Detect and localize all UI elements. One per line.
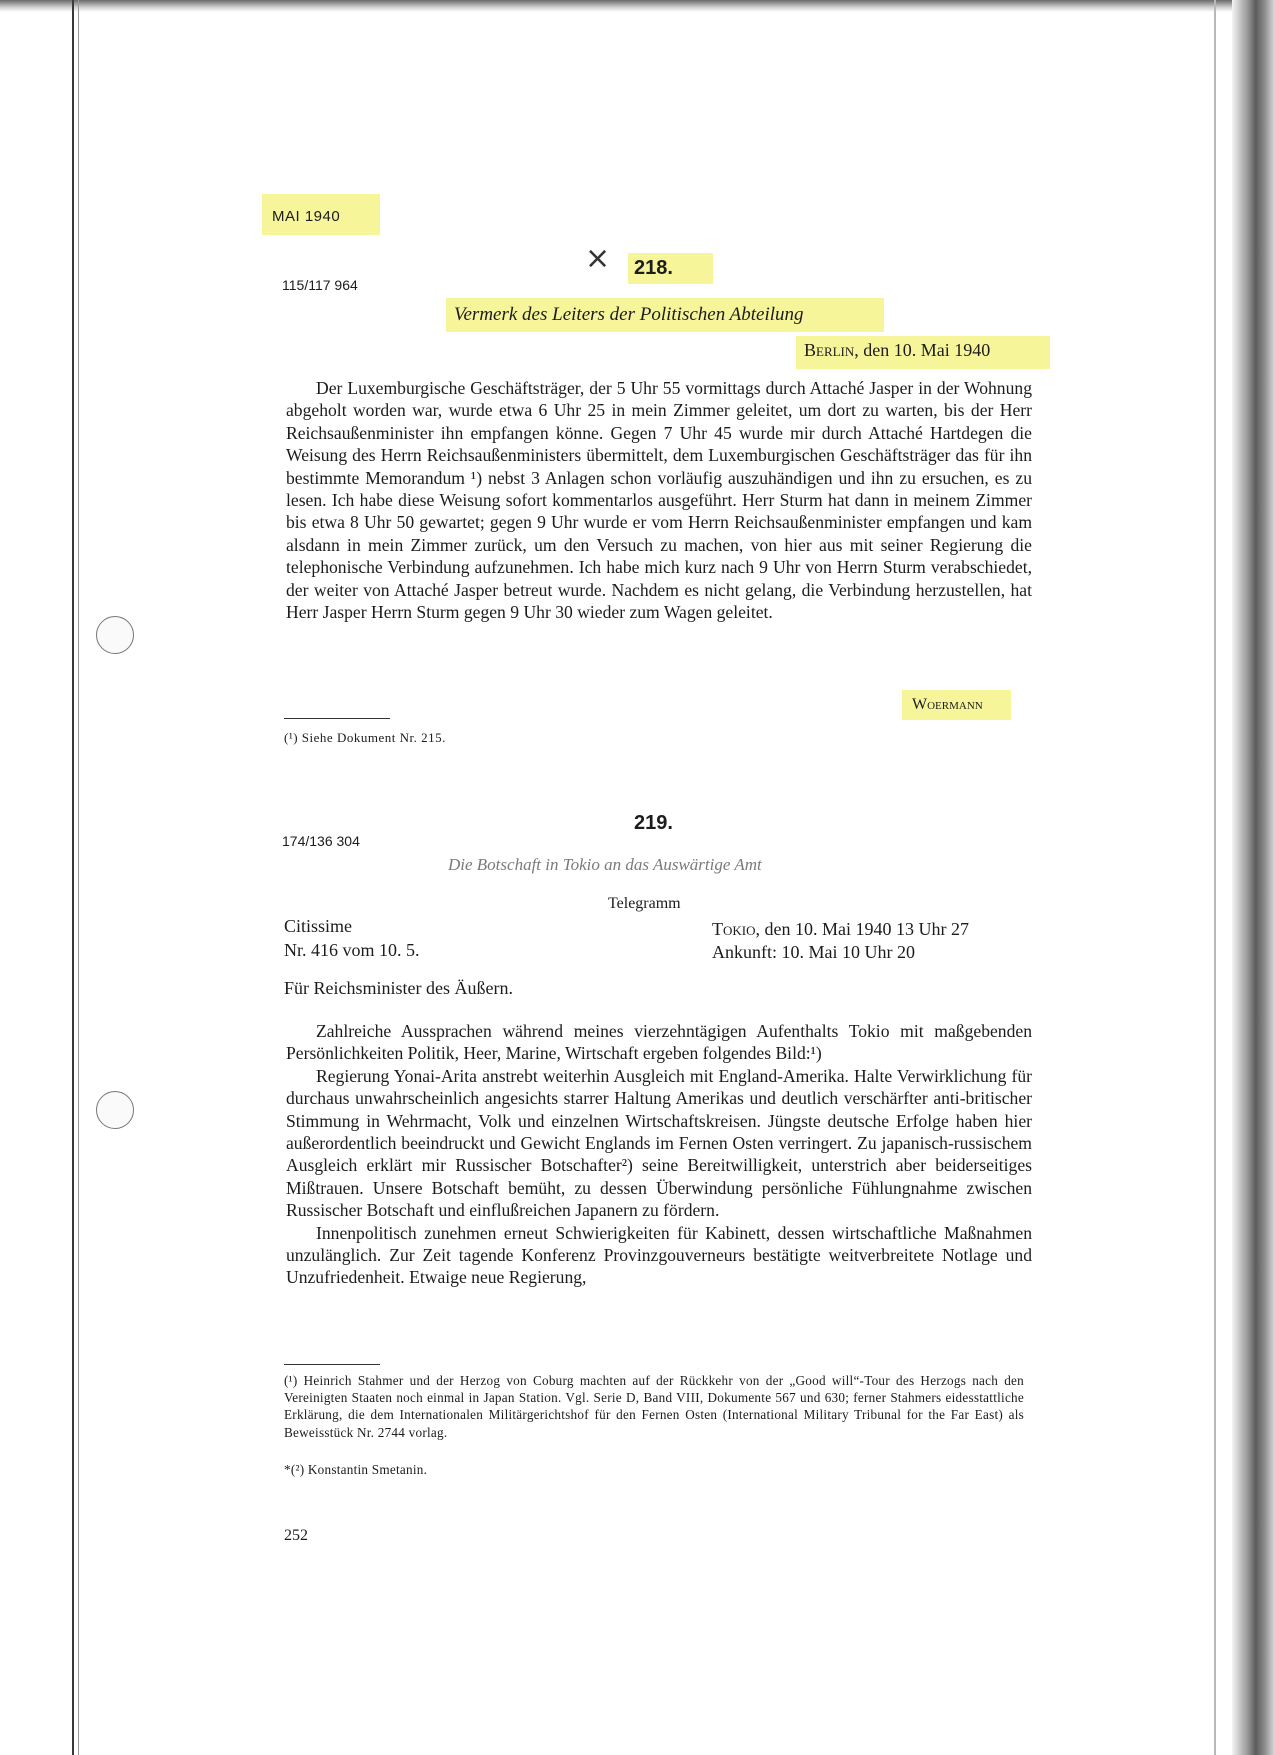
document-type: Telegramm bbox=[608, 895, 681, 912]
body-paragraph: Innenpolitisch zunehmen erneut Schwierigkeiten für Kabinett, dessen wirtschaftliche Maßnahmen unzulänglich. Zur Zeit tagende Konferenz Provinzgouverneurs bestätigte weitverbreitete Notlage und Unzufriedenheit. Etwaige neue Regierung, bbox=[286, 1222, 1032, 1288]
punch-hole bbox=[96, 1091, 134, 1129]
file-reference: 174/136 304 bbox=[282, 833, 360, 849]
document-body bbox=[286, 1020, 1032, 1289]
footnote bbox=[284, 1372, 1024, 1441]
body-paragraph: Regierung Yonai-Arita anstrebt weiterhin Ausgleich mit England-Amerika. Halte Verwirklichung für durchaus unwahrscheinlich angesichts starrer Haltung Amerikas und deutlich verschärfter anti-britischer Stimmung in Wehrmacht, Volk und einzelnen Wirtschaftskreisen. Jüngste deutsche Erfolge haben hier außerordentlich beeindruckt und Gewicht Englands im Fernen Osten verringert. Zu japanisch-russischem Ausgleich erklärt mir Russischer Botschafter²) seine Bereitwilligkeit, unterstrich aber beiderseitiges Mißtrauen. Unsere Botschaft bemüht, zu dessen Überwindung persönliche Fühlungnahme zwischen Russischer Botschaft und einflußreichen Japanern zu fördern. bbox=[286, 1065, 1032, 1221]
document-title: Vermerk des Leiters der Politischen Abteilung bbox=[446, 298, 884, 332]
footnote: (¹) Siehe Dokument Nr. 215. bbox=[284, 730, 446, 745]
place-date-line bbox=[796, 336, 1050, 369]
place-name: Berlin bbox=[804, 340, 855, 360]
file-reference: 115/117 964 bbox=[282, 277, 358, 293]
footnote-text: *(²) Konstantin Smetanin. bbox=[284, 1462, 428, 1477]
document-title: Die Botschaft in Tokio an das Auswärtige Amt bbox=[448, 855, 762, 874]
document-number: 218. bbox=[628, 253, 713, 284]
binding-rule-secondary bbox=[78, 0, 79, 1755]
place-name: Tokio bbox=[712, 919, 756, 939]
handwritten-x-mark: × bbox=[585, 241, 611, 276]
arrival-time: Ankunft: 10. Mai 10 Uhr 20 bbox=[712, 942, 915, 962]
date-text: , den 10. Mai 1940 bbox=[854, 340, 991, 360]
footnote bbox=[284, 1461, 1024, 1478]
priority-marking: Citissime bbox=[284, 916, 353, 936]
footnote-text: (¹) Heinrich Stahmer und der Herzog von Coburg machten auf der Rückkehr von der „Good will“-Tour des Herzogs nach den Vereinigten Staaten noch einmal in Japan Station. Vgl. Serie D, Band VIII, Dokumente 567 und 630; ferner Stahmers eidesstattliche Erklärung, die dem Internationalen Militärgerichtshof für den Fernen Osten (International Military Tribunal for the Far East) als Beweisstück Nr. 2744 vorlag. bbox=[284, 1373, 1024, 1440]
page-fold-line bbox=[1214, 0, 1216, 1755]
telegram-number: Nr. 416 vom 10. 5. bbox=[284, 940, 420, 960]
body-paragraph: Zahlreiche Aussprachen während meines vierzehntägigen Aufenthalts Tokio mit maßgebenden Persönlichkeiten Politik, Heer, Marine, Wirtschaft ergeben folgendes Bild:¹) bbox=[286, 1021, 1032, 1064]
footnote-divider bbox=[284, 718, 390, 719]
place-date-line bbox=[712, 919, 969, 940]
running-header: MAI 1940 bbox=[262, 194, 380, 235]
page-number: 252 bbox=[284, 1527, 308, 1544]
binding-rule bbox=[72, 0, 74, 1755]
footnote-divider bbox=[284, 1364, 380, 1365]
scan-right-edge bbox=[1232, 0, 1275, 1755]
sent-time: , den 10. Mai 1940 13 Uhr 27 bbox=[755, 919, 969, 939]
document-body bbox=[286, 377, 1032, 623]
punch-hole bbox=[96, 616, 134, 654]
body-paragraph: Der Luxemburgische Geschäftsträger, der 5 Uhr 55 vormittags durch Attaché Jasper in der Wohnung abgeholt worden war, wurde etwa 6 Uhr 25 in mein Zimmer geleitet, um dort zu warten, bis der Herr Reichsaußenminister ihn empfangen könne. Gegen 7 Uhr 45 wurde mir durch Attaché Hartdegen die Weisung des Herrn Reichsaußenministers übermittelt, dem Luxemburgischen Geschäftsträger das für ihn bestimmte Memorandum ¹) nebst 3 Anlagen schon vorläufig auszuhändigen und ihn zu ersuchen, es zu lesen. Ich habe diese Weisung sofort kommentarlos ausgeführt. Herr Sturm hat dann in meinem Zimmer bis etwa 8 Uhr 50 gewartet; gegen 9 Uhr wurde er vom Herrn Reichsaußenminister empfangen und kam alsdann in mein Zimmer zurück, um den Versuch zu machen, von hier aus mit seiner Regierung die telephonische Verbindung aufzunehmen. Ich habe mich kurz nach 9 Uhr von Herrn Sturm verabschiedet, der weiter von Attaché Jasper betreut wurde. Nachdem es nicht gelang, die Verbindung herzustellen, hat Herr Jasper Herrn Sturm gegen 9 Uhr 30 wieder zum Wagen geleitet. bbox=[286, 378, 1032, 623]
scan-top-edge bbox=[0, 0, 1275, 12]
document-number: 219. bbox=[634, 812, 673, 834]
signature: Woermann bbox=[902, 690, 1011, 720]
addressee: Für Reichsminister des Äußern. bbox=[284, 978, 513, 998]
